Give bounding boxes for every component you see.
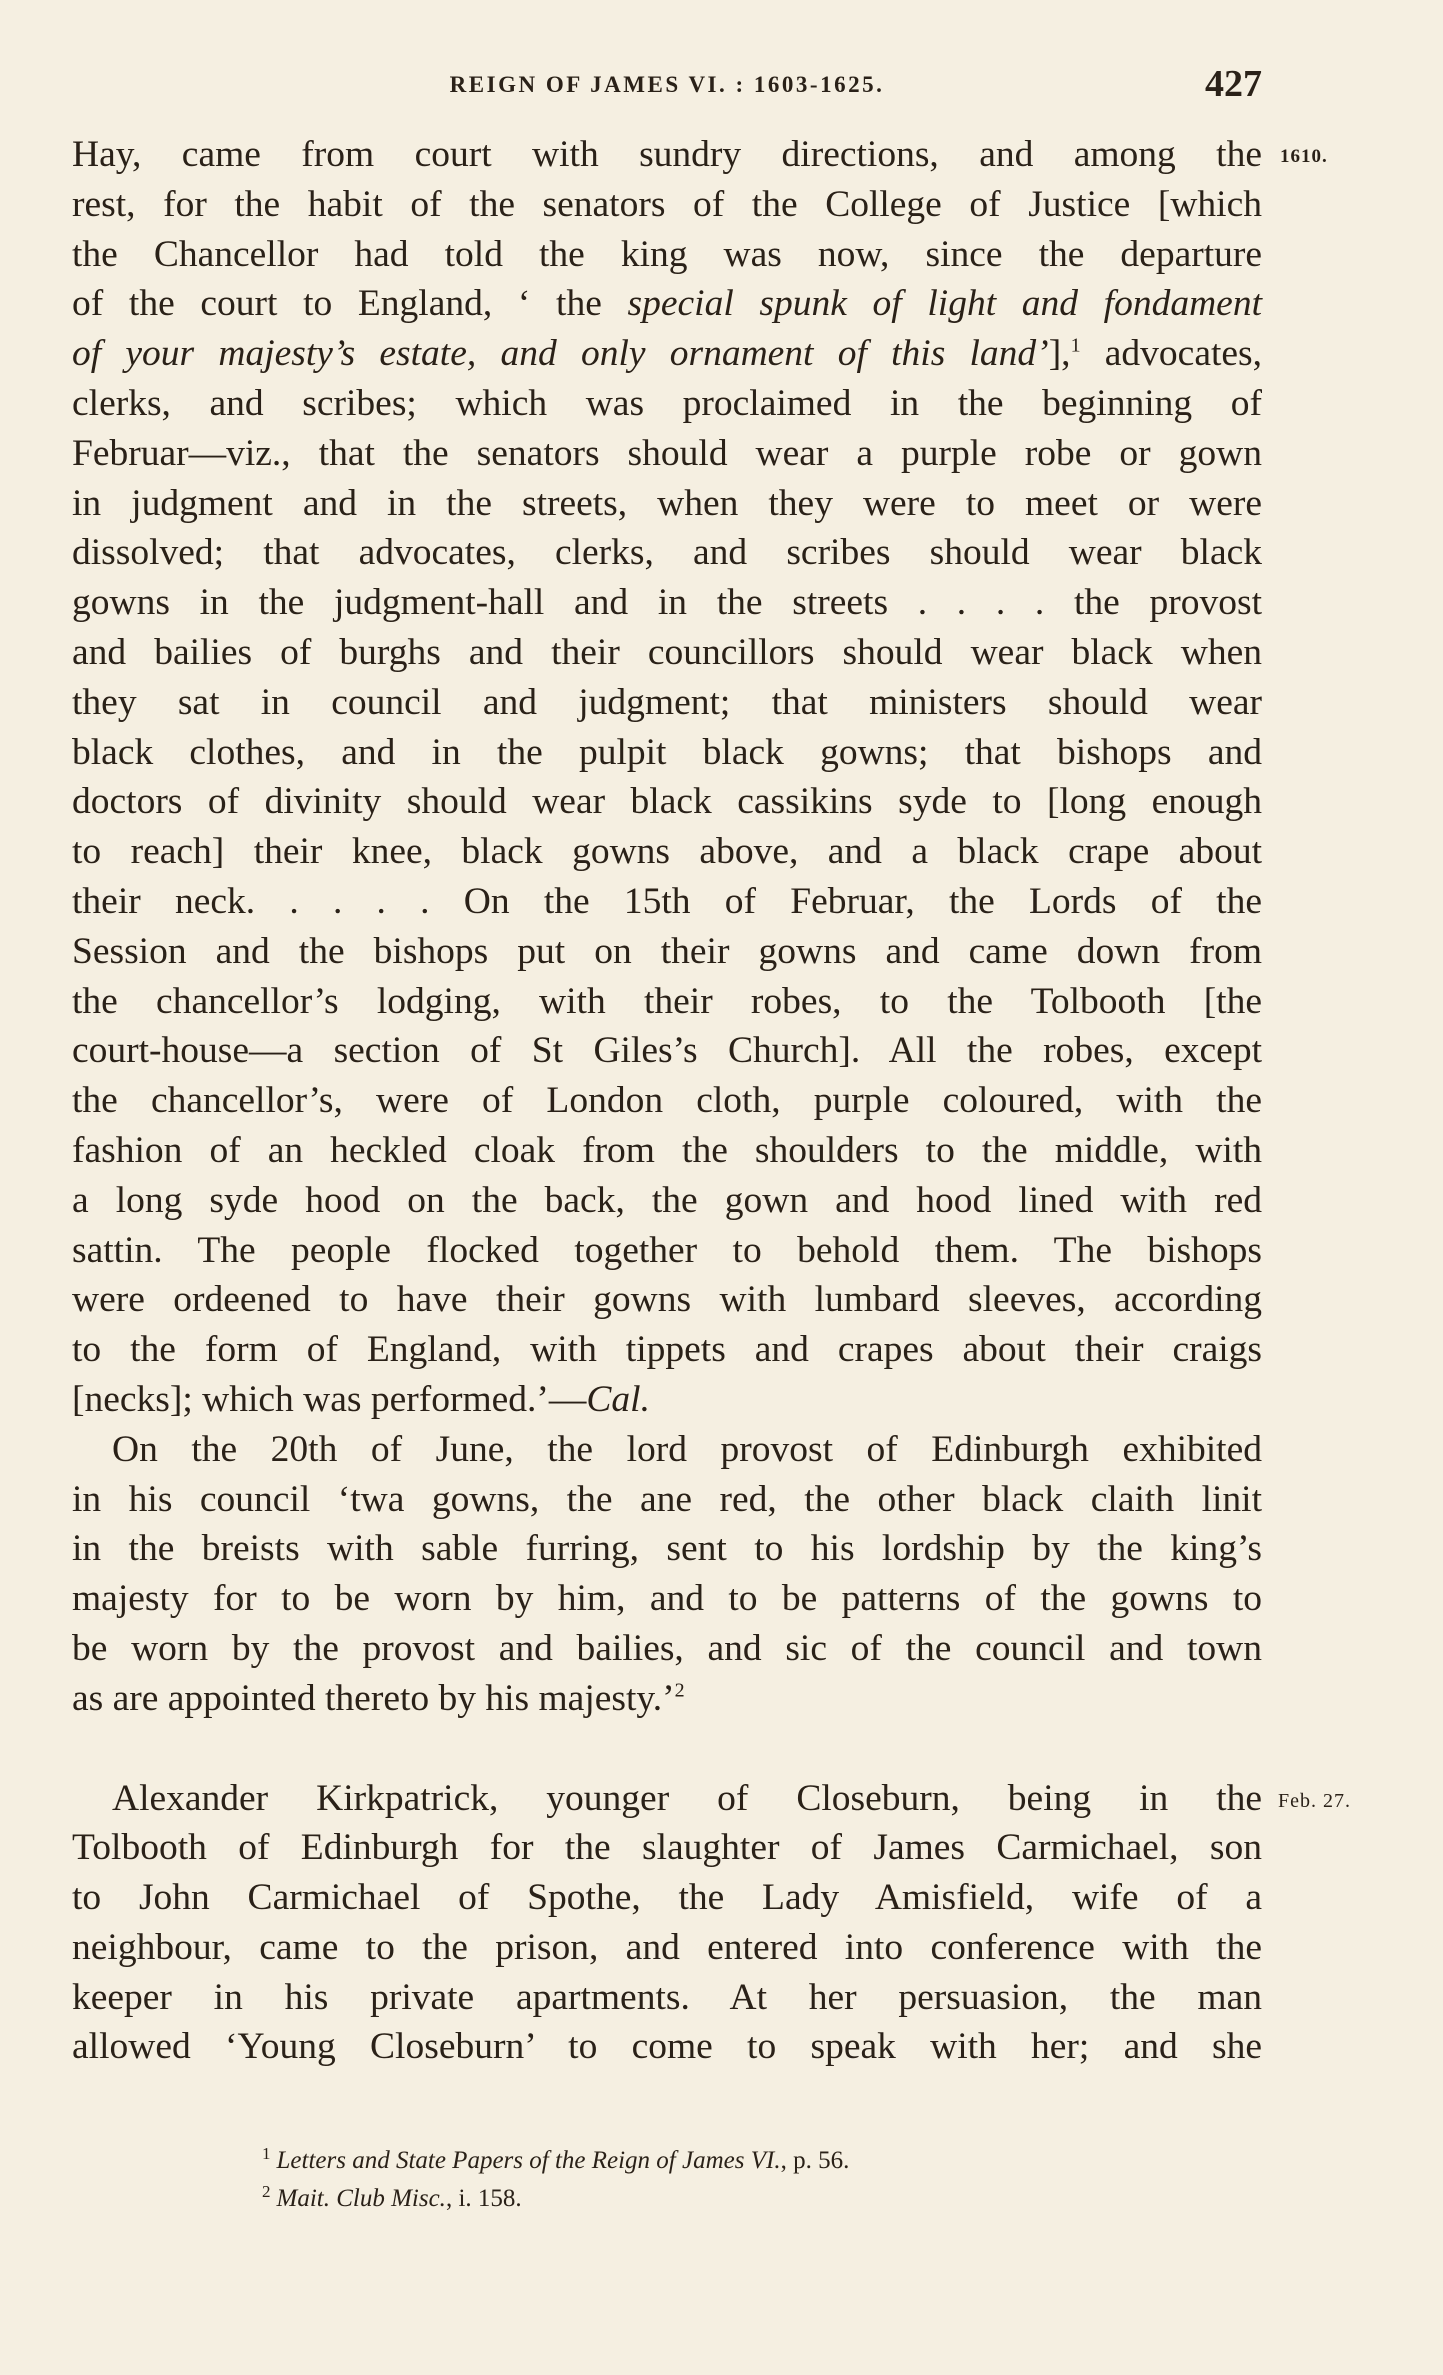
paragraph-gowns-senators <box>72 130 1262 1425</box>
text-line: rest, for the habit of the senators of the College of Justice [which <box>72 183 1262 225</box>
text-line: their neck. . . . . On the 15th of Februar, the Lords of the <box>72 880 1262 922</box>
footnotes <box>262 2142 1162 2218</box>
text-line: they sat in council and judgment; that ministers should wear <box>72 681 1262 723</box>
text-line: gowns in the judgment-hall and in the streets . . . . the provost <box>72 582 1262 624</box>
text-line: Hay, came from court with sundry directions, and among the <box>72 134 1262 175</box>
text-line: were ordeened to have their gowns with lumbard sleeves, according <box>72 1279 1262 1321</box>
section-gap <box>72 1724 1262 1774</box>
text-line: the chancellor’s lodging, with their robes, to the Tolbooth [the <box>72 980 1262 1022</box>
text-line: dissolved; that advocates, clerks, and scribes should wear black <box>72 532 1262 574</box>
running-head <box>72 62 1262 112</box>
footnote-number: 1 <box>262 2143 271 2163</box>
text-line: sattin. The people flocked together to behold them. The bishops <box>72 1229 1262 1271</box>
text-line: to reach] their knee, black gowns above, and a black crape about <box>72 831 1262 873</box>
text-line: black clothes, and in the pulpit black gowns; that bishops and <box>72 731 1262 773</box>
text-line: Session and the bishops put on their gowns and came down from <box>72 930 1262 972</box>
text-run: as are appointed thereto by his majesty.’ <box>72 1677 675 1719</box>
source-citation: Cal. <box>586 1378 650 1420</box>
text-run: ], <box>1048 333 1071 375</box>
text-line <box>72 329 1262 379</box>
text-line: Februar—viz., that the senators should wear a purple robe or gown <box>72 432 1262 474</box>
paragraph-kirkpatrick <box>72 1774 1262 2073</box>
text-line: Alexander Kirkpatrick, younger of Closeburn, being in the <box>112 1777 1262 1819</box>
text-line: court-house—a section of St Giles’s Church]. All the robes, except <box>72 1030 1262 1072</box>
footnote-ref: 1 <box>1070 334 1081 357</box>
text-line <box>72 279 1262 329</box>
text-line: to John Carmichael of Spothe, the Lady Amisfield, wife of a <box>72 1877 1262 1919</box>
text-line: to the form of England, with tippets and crapes about their craigs <box>72 1329 1262 1371</box>
text-run: [necks]; which was performed.’— <box>72 1378 587 1420</box>
text-run: advocates, <box>1080 333 1263 375</box>
text-line: a long syde hood on the back, the gown and hood lined with red <box>72 1179 1262 1221</box>
footnote-1 <box>262 2142 1162 2180</box>
text-line: fashion of an heckled cloak from the shoulders to the middle, with <box>72 1129 1262 1171</box>
margin-note-date: Feb. 27. <box>1278 1790 1351 1812</box>
text-line: majesty for to be worn by him, and to be patterns of the gowns to <box>72 1578 1262 1620</box>
text-line: keeper in his private apartments. At her persuasion, the man <box>72 1976 1262 2018</box>
quoted-italic: special spunk of light and fondament <box>627 283 1262 325</box>
text-line: On the 20th of June, the lord provost of Edinburgh exhibited <box>112 1428 1262 1470</box>
text-line: the Chancellor had told the king was now, since the departure <box>72 233 1262 275</box>
footnote-number: 2 <box>262 2181 271 2201</box>
text-line <box>72 1674 1262 1724</box>
footnote-rest: , p. 56. <box>780 2147 850 2174</box>
page-number: 427 <box>1205 63 1262 105</box>
footnote-title: Mait. Club Misc. <box>276 2185 446 2212</box>
text-line: clerks, and scribes; which was proclaimed in the beginning of <box>72 382 1262 424</box>
footnote-title: Letters and State Papers of the Reign of James VI. <box>276 2147 781 2174</box>
text-line: Tolbooth of Edinburgh for the slaughter of James Carmichael, son <box>72 1827 1262 1869</box>
body-text <box>72 130 1262 2072</box>
text-line <box>72 1375 1262 1425</box>
text-line: doctors of divinity should wear black cassikins syde to [long enough <box>72 781 1262 823</box>
quoted-italic: of your majesty’s estate, and only ornament of this land’ <box>72 333 1049 375</box>
text-run: of the court to England, ‘ the <box>72 283 628 325</box>
text-line: allowed ‘Young Closeburn’ to come to speak with her; and she <box>72 2026 1262 2068</box>
text-line: be worn by the provost and bailies, and sic of the council and town <box>72 1627 1262 1669</box>
footnote-2 <box>262 2180 1162 2218</box>
text-line: in the breists with sable furring, sent to his lordship by the king’s <box>72 1528 1262 1570</box>
margin-note-year: 1610. <box>1280 146 1328 167</box>
text-line: neighbour, came to the prison, and entered into conference with the <box>72 1926 1262 1968</box>
running-title: REIGN OF JAMES VI. : 1603-1625. <box>449 72 885 97</box>
footnote-rest: , i. 158. <box>445 2185 522 2212</box>
text-line: the chancellor’s, were of London cloth, purple coloured, with the <box>72 1080 1262 1122</box>
paragraph-provost-gowns <box>72 1425 1262 1724</box>
text-line: and bailies of burghs and their councillors should wear black when <box>72 631 1262 673</box>
footnote-ref: 2 <box>674 1679 685 1702</box>
text-line: in his council ‘twa gowns, the ane red, the other black claith linit <box>72 1478 1262 1520</box>
text-line: in judgment and in the streets, when they were to meet or were <box>72 482 1262 524</box>
